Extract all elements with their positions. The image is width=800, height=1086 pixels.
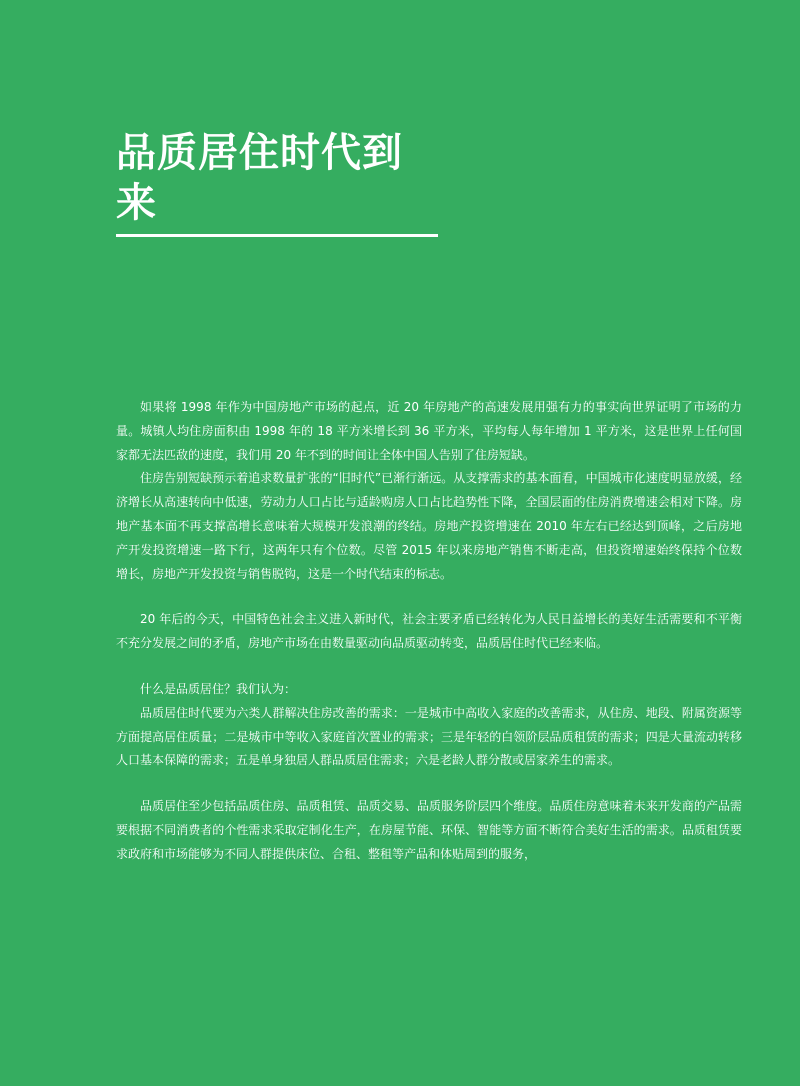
article-body xyxy=(116,396,742,867)
paragraph: 什么是品质居住？我们认为： xyxy=(140,681,297,696)
title-block xyxy=(116,128,438,237)
title-underline xyxy=(116,234,438,237)
paragraph: 如果将 1998 年作为中国房地产市场的起点，近 20 年房地产的高速发展用强有力的事实向世界证明了市场的力量。城镇人均住房面积由 1998 年的 18 平方米增长到 36 平方米，平均每人每年增加 1 平方米，这是世界上任何国家都无法匹敌的速度，我们用 20 年不到的时间让全体中国人告别了住房短缺。 xyxy=(116,400,742,462)
page-title: 品质居住时代到来 xyxy=(116,130,403,226)
paragraph: 品质居住时代要为六类人群解决住房改善的需求：一是城市中高收入家庭的改善需求，从住房、地段、附属资源等方面提高居住质量；二是城市中等收入家庭首次置业的需求；三是年轻的白领阶层品质租赁的需求；四是大量流动转移人口基本保障的需求；五是单身独居人群品质居住需求；六是老龄人群分散或居家养生的需求。 xyxy=(116,705,742,768)
paragraph: 20 年后的今天，中国特色社会主义进入新时代，社会主要矛盾已经转化为人民日益增长的美好生活需要和不平衡不充分发展之间的矛盾，房地产市场在由数量驱动向品质驱动转变，品质居住时代已经来临。 xyxy=(116,612,742,651)
paragraph: 住房告别短缺预示着追求数量扩张的“旧时代”已渐行渐远。从支撑需求的基本面看，中国城市化速度明显放缓，经济增长从高速转向中低速，劳动力人口占比与适龄购房人口占比趋势性下降，全国层面的住房消费增速会相对下降。房地产基本面不再支撑高增长意味着大规模开发浪潮的终结。房地产投资增速在 2010 年左右已经达到顶峰，之后房地产开发投资增速一路下行，这两年只有个位数。尽管 2015 年以来房地产销售不断走高，但投资增速始终保持个位数增长，房地产开发投资与销售脱钩，这是一个时代结束的标志。 xyxy=(116,471,742,581)
paragraph: 品质居住至少包括品质住房、品质租赁、品质交易、品质服务阶层四个维度。品质住房意味着未来开发商的产品需要根据不同消费者的个性需求采取定制化生产，在房屋节能、环保、智能等方面不断符合美好生活的需求。品质租赁要求政府和市场能够为不同人群提供床位、合租、整租等产品和体贴周到的服务， xyxy=(116,799,742,861)
